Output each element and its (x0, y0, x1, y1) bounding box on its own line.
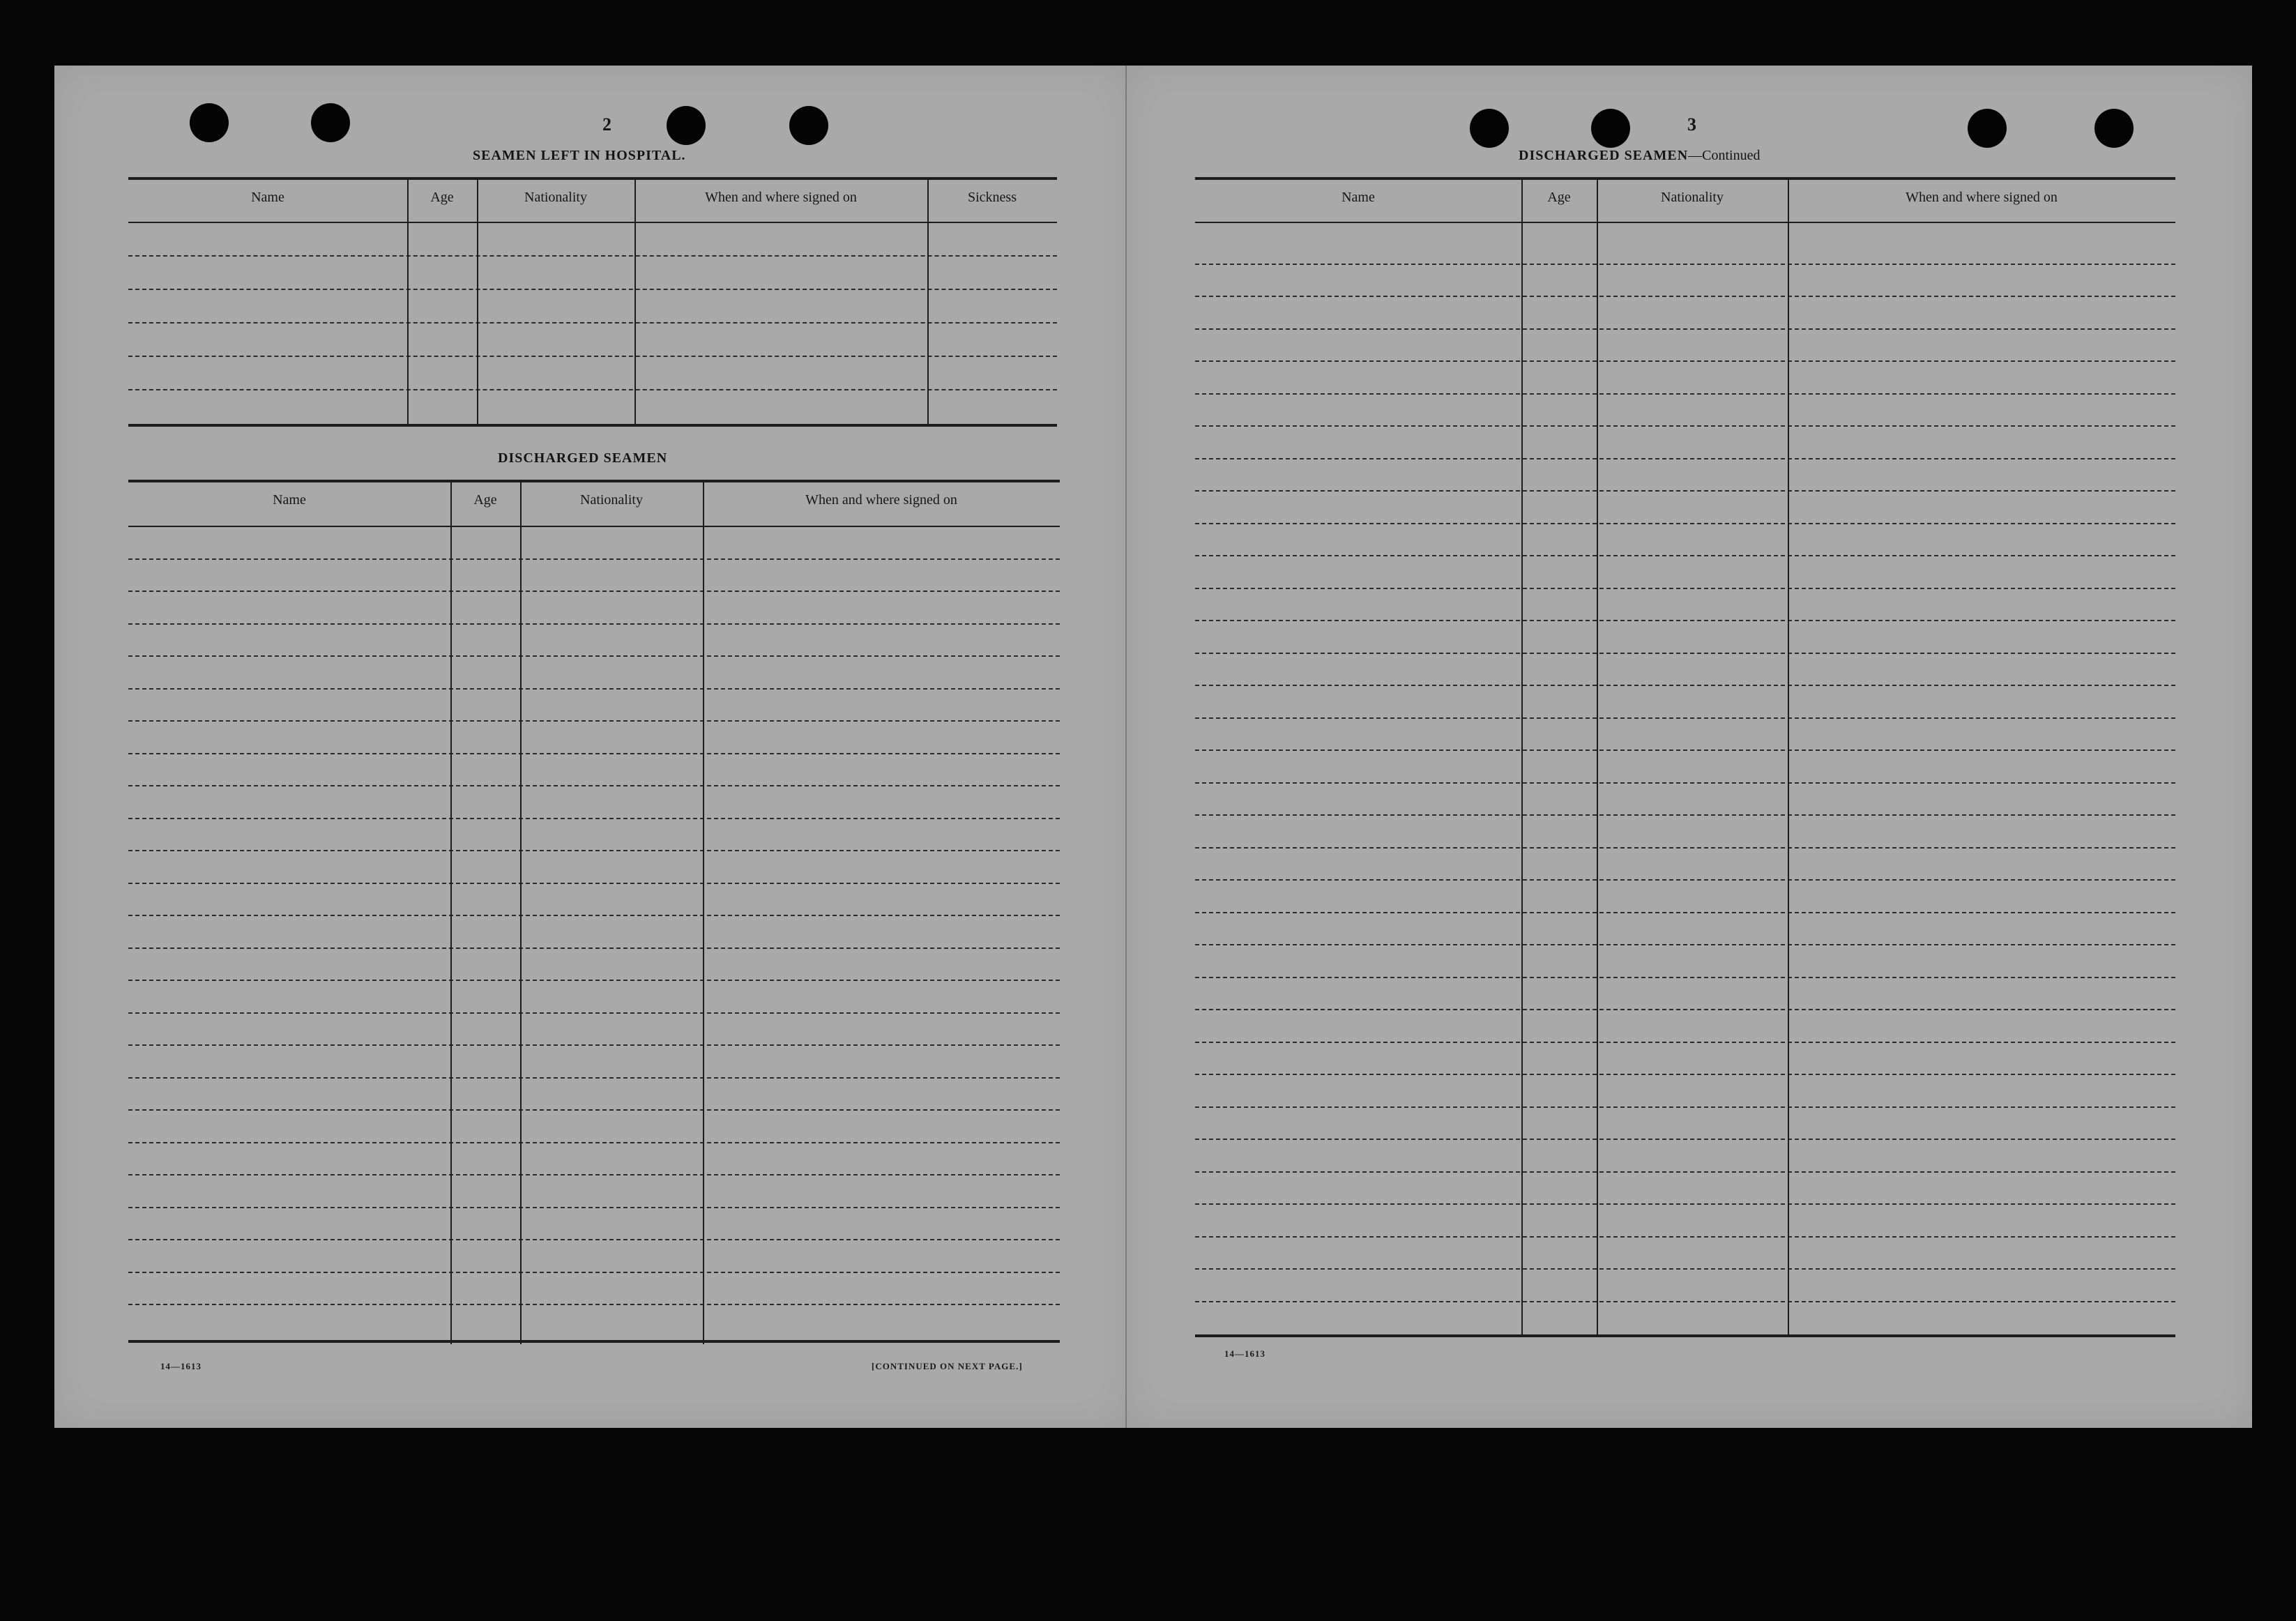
table-row (128, 883, 1060, 884)
table-row (1195, 814, 2175, 816)
table-row (1195, 1042, 2175, 1043)
table-row (1195, 1236, 2175, 1238)
continued-note: [CONTINUED ON NEXT PAGE.] (872, 1361, 1023, 1371)
table-row (128, 389, 1057, 390)
table-row (1195, 1139, 2175, 1140)
column-header-name: Name (251, 190, 284, 205)
table-row (1195, 685, 2175, 686)
table-row (1195, 1268, 2175, 1270)
table-row (128, 1077, 1060, 1079)
table-row (1195, 653, 2175, 654)
table-row (1195, 749, 2175, 751)
table-row (1195, 1074, 2175, 1075)
table-row (1195, 977, 2175, 978)
form-code: 14—1613 (160, 1361, 202, 1371)
table-row (1195, 1301, 2175, 1302)
table-row (128, 591, 1060, 592)
table-row (1195, 944, 2175, 945)
hospital-section-title: SEAMEN LEFT IN HOSPITAL. (473, 148, 686, 163)
table-row (128, 322, 1057, 324)
column-header-name: Name (1341, 190, 1375, 205)
table-row (128, 850, 1060, 851)
column-header-signed-on: When and where signed on (805, 492, 957, 508)
table-row (128, 1044, 1060, 1046)
binder-hole (1470, 109, 1509, 148)
table-row (128, 655, 1060, 657)
table-row (128, 688, 1060, 690)
table-row (1195, 458, 2175, 459)
table-row (128, 720, 1060, 722)
table-row (1195, 425, 2175, 427)
table-row (1195, 912, 2175, 913)
table-row (128, 1239, 1060, 1240)
column-header-name: Name (273, 492, 306, 508)
column-header-age: Age (473, 492, 497, 508)
discharged-table-right (1195, 177, 2175, 1348)
table-row (128, 1109, 1060, 1111)
table-row (128, 818, 1060, 819)
binder-hole (789, 106, 828, 145)
table-row (1195, 490, 2175, 492)
table-row (128, 1207, 1060, 1208)
table-row (128, 1012, 1060, 1014)
column-header-age: Age (1547, 190, 1571, 205)
hospital-table (128, 177, 1057, 429)
table-row (1195, 360, 2175, 362)
table-row (128, 1142, 1060, 1143)
binder-hole (2094, 109, 2134, 148)
section-title-suffix: —Continued (1688, 148, 1761, 163)
right-page (1125, 66, 2252, 1428)
table-row (1195, 328, 2175, 330)
table-row (1195, 847, 2175, 848)
discharged-section-title: DISCHARGED SEAMEN (498, 450, 668, 466)
column-header-nationality: Nationality (524, 190, 587, 205)
table-row (1195, 1009, 2175, 1010)
column-header-sickness: Sickness (968, 190, 1017, 205)
table-row (128, 1174, 1060, 1175)
table-row (128, 356, 1057, 357)
column-header-signed-on: When and where signed on (1906, 190, 2058, 205)
table-row (1195, 879, 2175, 881)
table-row (128, 1272, 1060, 1273)
table-row (1195, 296, 2175, 297)
table-row (128, 1304, 1060, 1305)
column-header-age: Age (430, 190, 454, 205)
table-row (1195, 555, 2175, 556)
discharged-continued-title (1519, 148, 1761, 164)
left-page (54, 66, 1128, 1428)
discharged-table-left (128, 480, 1060, 1351)
form-code: 14—1613 (1224, 1348, 1265, 1359)
table-row (128, 289, 1057, 290)
binder-hole (311, 103, 350, 142)
column-header-nationality: Nationality (1661, 190, 1724, 205)
binder-hole (1968, 109, 2007, 148)
table-row (128, 623, 1060, 625)
binder-hole (190, 103, 229, 142)
table-row (1195, 1171, 2175, 1173)
table-row (128, 948, 1060, 949)
table-row (1195, 1106, 2175, 1108)
table-row (128, 558, 1060, 560)
table-row (1195, 264, 2175, 265)
page-number: 3 (1687, 114, 1696, 135)
section-title-text: DISCHARGED SEAMEN (1519, 148, 1689, 163)
column-header-signed-on: When and where signed on (705, 190, 857, 205)
table-row (1195, 523, 2175, 524)
binder-hole (667, 106, 706, 145)
binder-hole (1591, 109, 1630, 148)
table-row (1195, 1203, 2175, 1205)
table-row (1195, 588, 2175, 589)
table-row (128, 753, 1060, 754)
table-row (1195, 393, 2175, 395)
table-row (1195, 717, 2175, 719)
table-row (128, 255, 1057, 257)
column-header-nationality: Nationality (580, 492, 643, 508)
page-gutter (1125, 66, 1127, 1428)
page-number: 2 (602, 114, 611, 135)
table-row (1195, 620, 2175, 621)
table-row (128, 785, 1060, 786)
table-row (128, 980, 1060, 981)
table-row (128, 915, 1060, 916)
table-row (1195, 782, 2175, 784)
